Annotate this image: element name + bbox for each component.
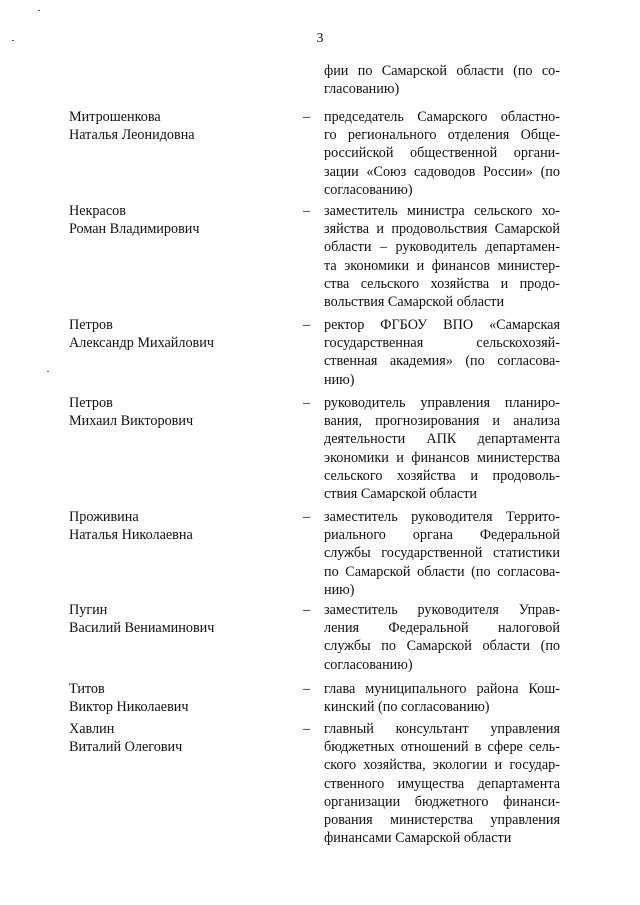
member-description xyxy=(324,601,560,674)
member-description xyxy=(324,680,560,716)
description-line: службы государственной статистики xyxy=(324,545,560,562)
description-line: ственная академия» (по согласова- xyxy=(324,353,560,370)
description-line: финансами Самарской области xyxy=(324,830,512,847)
description-line: организации бюджетного финанси- xyxy=(324,793,560,810)
member-description xyxy=(324,108,560,199)
member-given-name: Наталья Леонидовна xyxy=(69,127,195,144)
member-name xyxy=(69,601,279,637)
dash-separator: – xyxy=(303,395,311,411)
member-surname: Митрошенкова xyxy=(69,109,161,125)
member-description xyxy=(324,508,560,599)
description-line: ствия Самарской области xyxy=(324,486,478,503)
member-name xyxy=(69,720,279,756)
member-surname: Некрасов xyxy=(69,203,126,219)
member-description xyxy=(324,202,560,311)
description-line: вания, прогнозирования и анализа xyxy=(324,413,560,430)
dash-separator: – xyxy=(303,721,311,737)
member-name xyxy=(69,108,279,144)
description-line: бюджетных отношений в сфере сель- xyxy=(324,739,560,756)
description-line: нию) xyxy=(324,371,355,388)
dash-separator: – xyxy=(303,602,311,618)
description-line: заместитель министра сельского хо- xyxy=(324,203,560,219)
description-line: та экономики и финансов министер- xyxy=(324,257,560,274)
description-line: согласованию) xyxy=(324,656,413,673)
description-line: службы по Самарской области (по xyxy=(324,638,560,655)
description-line: рования министерства управления xyxy=(324,812,560,829)
description-line: ления Федеральной налоговой xyxy=(324,620,560,637)
description-line: экономики и финансов министерства xyxy=(324,449,560,466)
scan-speck xyxy=(47,371,49,372)
member-name xyxy=(69,394,279,430)
member-name xyxy=(69,508,279,544)
member-given-name: Василий Вениаминович xyxy=(69,620,215,637)
description-line: руководитель управления планиро- xyxy=(324,395,560,411)
description-line: заместитель руководителя Управ- xyxy=(324,602,560,618)
description-line: нию) xyxy=(324,581,355,598)
dash-separator: – xyxy=(303,109,311,125)
member-description xyxy=(324,394,560,503)
description-line: вольствия Самарской области xyxy=(324,294,505,311)
description-line: российской общественной органи- xyxy=(324,145,560,162)
scan-speck xyxy=(38,10,40,11)
description-line: ства сельского хозяйства и продо- xyxy=(324,275,560,292)
description-line: согласованию) xyxy=(324,181,413,198)
description-line: го регионального отделения Обще- xyxy=(324,127,560,144)
member-surname: Проживина xyxy=(69,509,139,525)
description-line: гласованию) xyxy=(324,81,400,98)
member-name xyxy=(69,680,279,716)
dash-separator: – xyxy=(303,681,311,697)
member-surname: Хавлин xyxy=(69,721,115,737)
member-given-name: Роман Владимирович xyxy=(69,221,200,238)
dash-separator: – xyxy=(303,509,311,525)
member-given-name: Александр Михайлович xyxy=(69,335,214,352)
dash-separator: – xyxy=(303,317,311,333)
description-line: риального органа Федеральной xyxy=(324,527,560,544)
member-surname: Титов xyxy=(69,681,105,697)
description-line: заместитель руководителя Террито- xyxy=(324,509,560,525)
description-line: фии по Самарской области (по со- xyxy=(324,63,560,79)
description-line: ректор ФГБОУ ВПО «Самарская xyxy=(324,317,560,333)
dash-separator: – xyxy=(303,203,311,219)
description-line: государственная сельскохозяй- xyxy=(324,335,560,352)
member-given-name: Наталья Николаевна xyxy=(69,527,193,544)
description-line: ственного имущества департамента xyxy=(324,775,560,792)
description-line: по Самарской области (по согласова- xyxy=(324,563,560,580)
description-line: ского хозяйства, экологии и государ- xyxy=(324,757,560,774)
description-line: деятельности АПК департамента xyxy=(324,431,560,448)
member-surname: Петров xyxy=(69,395,113,411)
description-line: зяйства и продовольствия Самарской xyxy=(324,221,560,238)
description-line: зации «Союз садоводов России» (по xyxy=(324,163,560,180)
page-number: 3 xyxy=(316,31,324,46)
description-line: сельского хозяйства и продоволь- xyxy=(324,467,560,484)
member-surname: Пугин xyxy=(69,602,108,618)
description-line: главный консультант управления xyxy=(324,721,560,737)
member-surname: Петров xyxy=(69,317,113,333)
description-line: председатель Самарского областно- xyxy=(324,109,560,125)
description-line: кинский (по согласованию) xyxy=(324,699,490,716)
continued-description xyxy=(324,62,560,98)
member-given-name: Виталий Олегович xyxy=(69,739,183,756)
member-given-name: Виктор Николаевич xyxy=(69,699,189,716)
description-line: глава муниципального района Кош- xyxy=(324,681,560,697)
member-description xyxy=(324,316,560,389)
member-description xyxy=(324,720,560,847)
description-line: области – руководитель департамен- xyxy=(324,239,560,256)
member-name xyxy=(69,202,279,238)
member-given-name: Михаил Викторович xyxy=(69,413,194,430)
member-name xyxy=(69,316,279,352)
